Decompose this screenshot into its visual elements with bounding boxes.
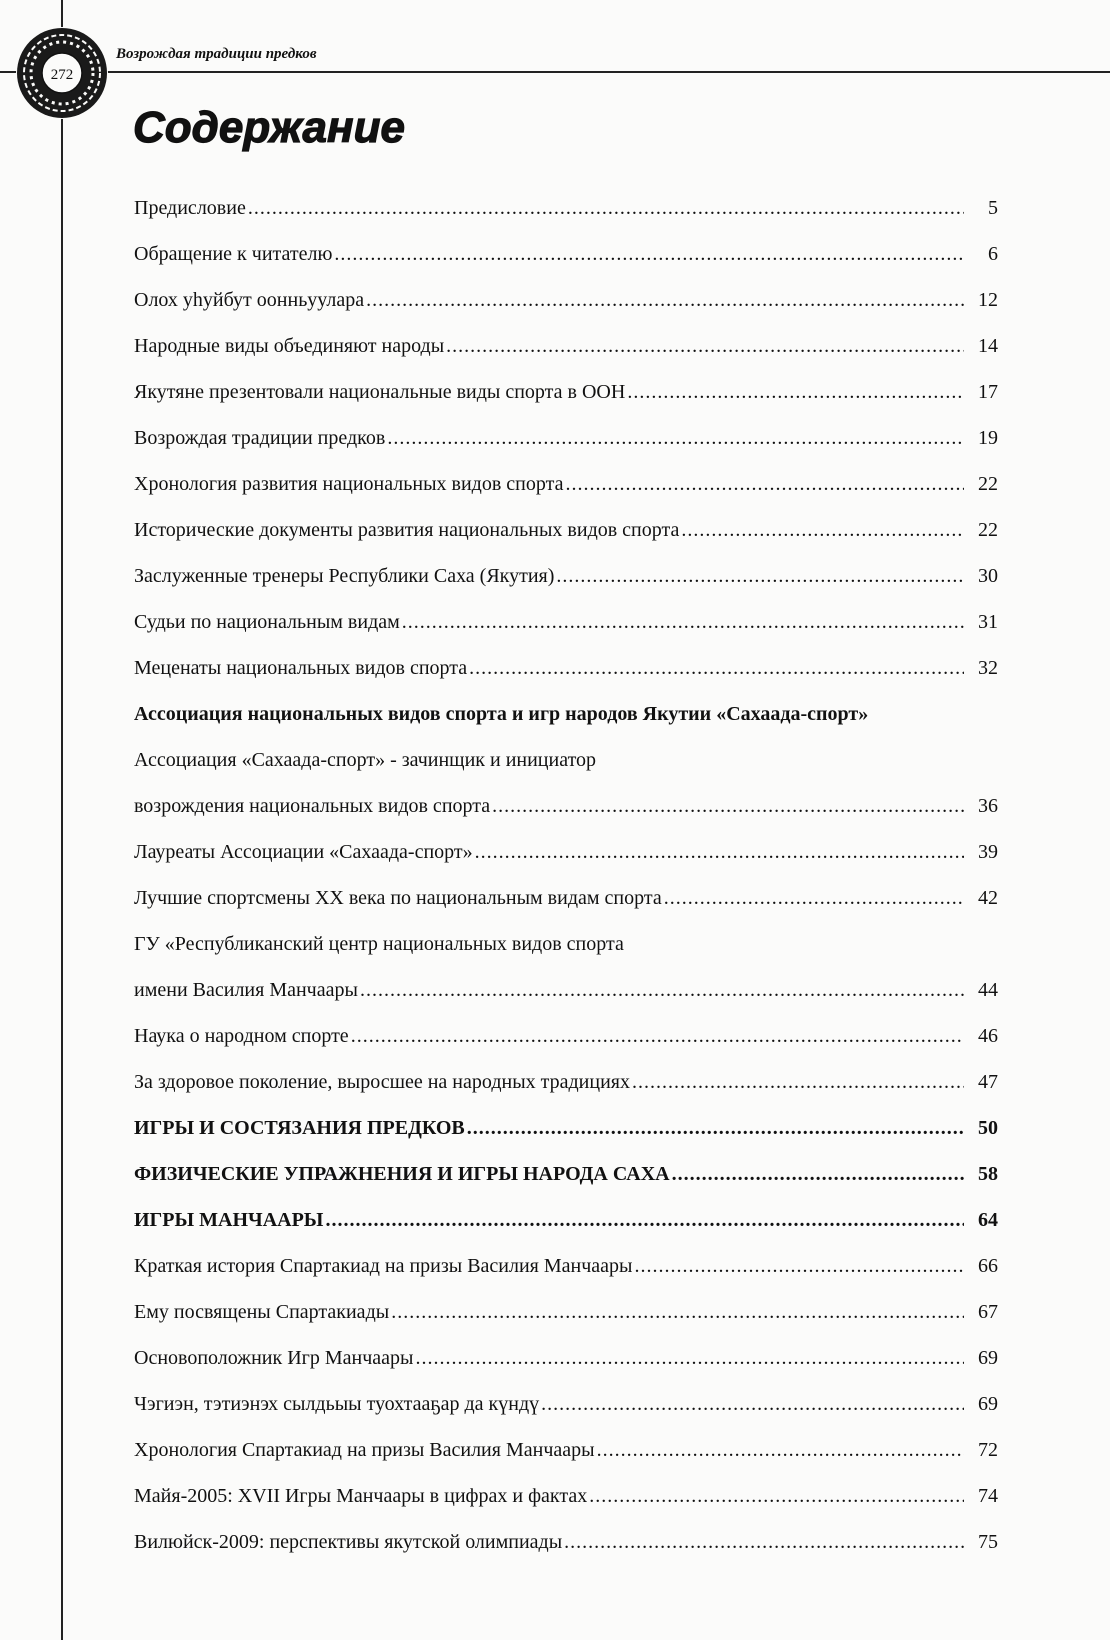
dot-leader xyxy=(597,1436,964,1464)
toc-entry-page: 32 xyxy=(978,657,998,679)
toc-entry-page: 69 xyxy=(978,1347,998,1369)
dot-leader xyxy=(564,1528,964,1556)
toc-entry xyxy=(134,1252,998,1298)
toc-entry-title: Олох уһуйбут оонньуулара xyxy=(134,289,365,311)
toc-entry xyxy=(134,194,998,240)
dot-leader xyxy=(391,1298,964,1326)
toc-entry-title: Лауреаты Ассоциации «Сахаада-спорт» xyxy=(134,841,473,863)
toc-entry-page: 50 xyxy=(978,1117,998,1139)
margin-vertical-rule xyxy=(61,0,63,1640)
dot-leader xyxy=(681,516,964,544)
toc-entry-title: Ему посвящены Спартакиады xyxy=(134,1301,390,1323)
table-of-contents xyxy=(134,194,998,1574)
dot-leader xyxy=(415,1344,964,1372)
toc-entry-page: 39 xyxy=(978,841,998,863)
ornament-emblem xyxy=(16,27,108,119)
toc-entry-title: Лучшие спортсмены XX века по национальным видам спорта xyxy=(134,887,662,909)
toc-entry-title: Чэгиэн, тэтиэнэх сылдьыы туохтааҕар да күндү xyxy=(134,1393,540,1415)
toc-entry xyxy=(134,332,998,378)
toc-entry xyxy=(134,1298,998,1344)
toc-entry-page: 67 xyxy=(978,1301,998,1323)
toc-entry-page: 64 xyxy=(978,1209,998,1231)
toc-entry-page: 31 xyxy=(978,611,998,633)
dot-leader xyxy=(334,240,964,268)
toc-entry xyxy=(134,1206,998,1252)
dot-leader xyxy=(366,286,964,314)
toc-entry-title: Предисловие xyxy=(134,197,246,219)
toc-entry xyxy=(134,1390,998,1436)
toc-entry-page: 5 xyxy=(988,197,998,219)
toc-entry-title: Обращение к читателю xyxy=(134,243,333,265)
toc-entry xyxy=(134,470,998,516)
toc-entry-page: 66 xyxy=(978,1255,998,1277)
dot-leader xyxy=(467,1114,964,1142)
dot-leader xyxy=(387,424,964,452)
dot-leader xyxy=(248,194,964,222)
toc-entry-title: ИГРЫ МАНЧААРЫ xyxy=(134,1209,324,1231)
toc-entry-title: возрождения национальных видов спорта xyxy=(134,795,491,817)
toc-entry-title: Якутяне презентовали национальные виды спорта в ООН xyxy=(134,381,626,403)
dot-leader xyxy=(492,792,964,820)
toc-entry xyxy=(134,1528,998,1574)
toc-entry-title: Заслуженные тренеры Республики Саха (Якутия) xyxy=(134,565,555,587)
toc-entry-page: 75 xyxy=(978,1531,998,1553)
toc-entry xyxy=(134,608,998,654)
toc-entry-page: 22 xyxy=(978,473,998,495)
toc-entry-page: 44 xyxy=(978,979,998,1001)
toc-entry-page: 36 xyxy=(978,795,998,817)
toc-entry-title: Судьи по национальным видам xyxy=(134,611,400,633)
toc-entry-page: 17 xyxy=(978,381,998,403)
toc-entry xyxy=(134,1160,998,1206)
toc-entry-title: Народные виды объединяют народы xyxy=(134,335,445,357)
page-number: 272 xyxy=(50,67,74,83)
dot-leader xyxy=(627,378,964,406)
ornament-icon xyxy=(16,27,108,119)
toc-entry xyxy=(134,700,998,746)
toc-entry-title: Возрождая традиции предков xyxy=(134,427,386,449)
toc-entry xyxy=(134,1436,998,1482)
toc-entry-title: Ассоциация «Сахаада-спорт» - зачинщик и инициатор xyxy=(134,749,597,771)
toc-entry-title: Наука о народном спорте xyxy=(134,1025,349,1047)
toc-entry-page: 12 xyxy=(978,289,998,311)
dot-leader xyxy=(589,1482,964,1510)
dot-leader xyxy=(469,654,964,682)
toc-entry-page: 14 xyxy=(978,335,998,357)
toc-entry xyxy=(134,1114,998,1160)
toc-entry xyxy=(134,1344,998,1390)
dot-leader xyxy=(664,884,964,912)
toc-entry-page: 19 xyxy=(978,427,998,449)
toc-entry-title: ГУ «Республиканский центр национальных видов спорта xyxy=(134,933,624,955)
toc-entry xyxy=(134,378,998,424)
dot-leader xyxy=(360,976,964,1004)
toc-entry-title: ИГРЫ И СОСТЯЗАНИЯ ПРЕДКОВ xyxy=(134,1117,465,1139)
header-rule xyxy=(0,71,1110,73)
toc-entry-title: Вилюйск-2009: перспективы якутской олимпиады xyxy=(134,1531,563,1553)
toc-entry-title: Майя-2005: XVII Игры Манчаары в цифрах и фактах xyxy=(134,1485,588,1507)
dot-leader xyxy=(446,332,964,360)
toc-entry-page: 74 xyxy=(978,1485,998,1507)
toc-entry-page: 72 xyxy=(978,1439,998,1461)
toc-entry xyxy=(134,1022,998,1068)
toc-entry-page: 69 xyxy=(978,1393,998,1415)
toc-entry-title: За здоровое поколение, выросшее на народных традициях xyxy=(134,1071,630,1093)
dot-leader xyxy=(541,1390,964,1418)
toc-entry-title: Хронология развития национальных видов спорта xyxy=(134,473,564,495)
dot-leader xyxy=(402,608,964,636)
dot-leader xyxy=(351,1022,964,1050)
dot-leader xyxy=(635,1252,965,1280)
toc-entry xyxy=(134,1068,998,1114)
dot-leader xyxy=(325,1206,964,1234)
dot-leader xyxy=(632,1068,964,1096)
dot-leader xyxy=(475,838,964,866)
toc-entry-page: 22 xyxy=(978,519,998,541)
toc-entry xyxy=(134,930,998,976)
dot-leader xyxy=(556,562,964,590)
toc-entry xyxy=(134,562,998,608)
toc-entry-title: Ассоциация национальных видов спорта и игр народов Якутии «Сахаада-спорт» xyxy=(134,703,869,725)
toc-entry-page: 42 xyxy=(978,887,998,909)
toc-entry-title: Краткая история Спартакиад на призы Василия Манчаары xyxy=(134,1255,633,1277)
toc-entry-title: ФИЗИЧЕСКИЕ УПРАЖНЕНИЯ И ИГРЫ НАРОДА САХА xyxy=(134,1163,670,1185)
page-title: Содержание xyxy=(133,103,405,152)
toc-entry xyxy=(134,792,998,838)
running-title: Возрождая традиции предков xyxy=(116,46,317,62)
toc-entry xyxy=(134,838,998,884)
toc-entry-page: 30 xyxy=(978,565,998,587)
toc-entry xyxy=(134,286,998,332)
toc-entry-page: 6 xyxy=(988,243,998,265)
toc-entry xyxy=(134,424,998,470)
toc-entry xyxy=(134,1482,998,1528)
toc-entry-page: 47 xyxy=(978,1071,998,1093)
toc-entry-title: Исторические документы развития национальных видов спорта xyxy=(134,519,680,541)
toc-entry xyxy=(134,516,998,562)
toc-entry-title: Меценаты национальных видов спорта xyxy=(134,657,468,679)
toc-entry xyxy=(134,976,998,1022)
toc-entry-page: 58 xyxy=(978,1163,998,1185)
dot-leader xyxy=(565,470,964,498)
dot-leader xyxy=(672,1160,964,1188)
toc-entry xyxy=(134,884,998,930)
toc-entry xyxy=(134,240,998,286)
toc-entry xyxy=(134,746,998,792)
toc-entry-page: 46 xyxy=(978,1025,998,1047)
toc-entry-title: Основоположник Игр Манчаары xyxy=(134,1347,414,1369)
toc-entry-title: Хронология Спартакиад на призы Василия Манчаары xyxy=(134,1439,595,1461)
toc-entry xyxy=(134,654,998,700)
toc-entry-title: имени Василия Манчаары xyxy=(134,979,358,1001)
